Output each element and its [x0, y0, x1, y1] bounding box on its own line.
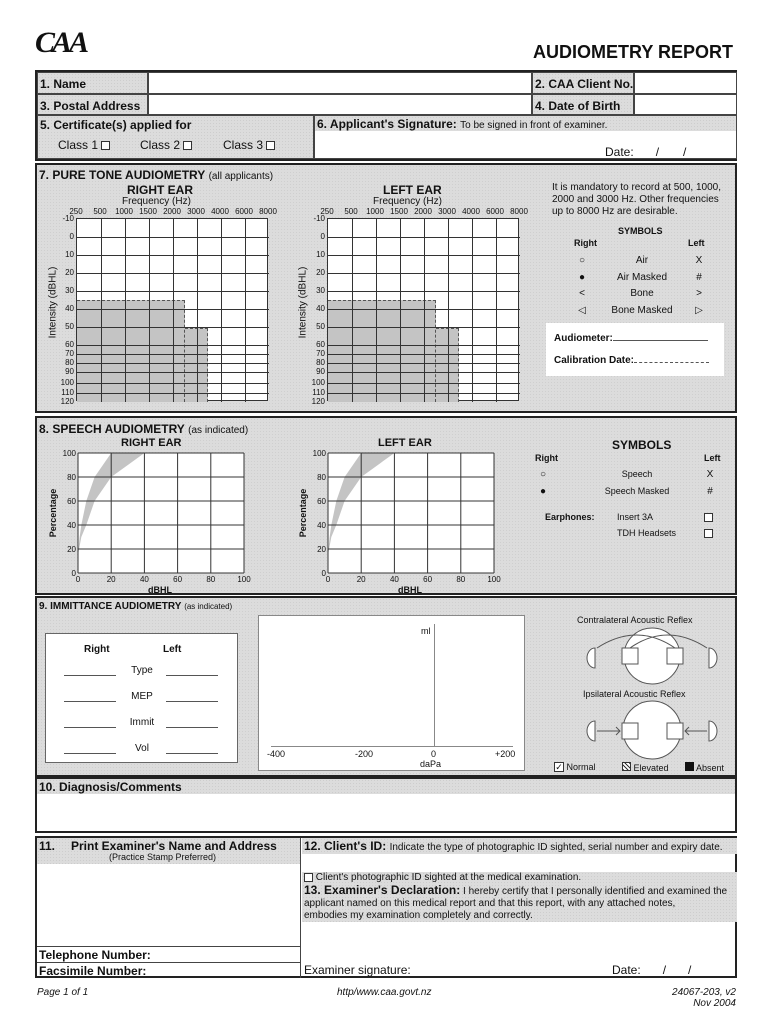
symbol-right-1: ● [578, 271, 586, 283]
grid-hline [328, 345, 520, 346]
percentage-label: Percentage [298, 488, 308, 538]
examiner-note: (Practice Stamp Preferred) [109, 852, 217, 862]
percentage-tick: 80 [67, 473, 76, 482]
page-title: AUDIOMETRY REPORT [533, 42, 734, 62]
grid-hline [328, 393, 520, 394]
grid-vline [245, 219, 246, 402]
grid-vline [424, 219, 425, 402]
grid-hline [328, 363, 520, 364]
calibration-field[interactable]: Calibration Date: [554, 355, 709, 366]
frequency-tick: 4000 [211, 207, 229, 216]
speech-symbols-right: Right [535, 453, 558, 463]
grid-hline [77, 393, 269, 394]
grid-vline [352, 219, 353, 402]
speech-left-heading: LEFT EAR [378, 437, 432, 449]
diagnosis-title: 10. Diagnosis/Comments [37, 779, 735, 794]
right-freq-label: Frequency (Hz) [122, 196, 191, 207]
symbol-left-3: ▷ [695, 304, 703, 316]
frequency-tick: 2000 [414, 207, 432, 216]
pure-tone-title: 7. PURE TONE AUDIOMETRY (all applicants) [39, 168, 274, 182]
speech-symbol-right-0: ○ [539, 469, 547, 480]
dob-label: 4. Date of Birth [532, 94, 634, 115]
legend-elevated: Elevated [622, 762, 669, 773]
client-id-header: 12. Client's ID: Indicate the type of photographic ID sighted, serial number and expiry date. [302, 838, 737, 854]
certificates-cell [37, 115, 314, 159]
insert-3a-checkbox[interactable] [704, 513, 713, 522]
intensity-tick: 70 [65, 349, 74, 358]
grid-hline [77, 237, 269, 238]
legend-normal: ✓ Normal [555, 762, 596, 772]
frequency-tick: 3000 [187, 207, 205, 216]
class1-checkbox[interactable] [101, 141, 110, 150]
left-mep-field[interactable] [166, 701, 218, 702]
intensity-tick: 90 [316, 367, 325, 376]
grid-hline [328, 237, 520, 238]
row-label-type: Type [131, 665, 153, 676]
speech-grid[interactable] [328, 453, 494, 573]
right-mep-field[interactable] [64, 701, 116, 702]
speech-symbol-left-0: X [706, 469, 714, 480]
signature-date[interactable]: Date: / / [605, 145, 687, 159]
intensity-tick: 40 [65, 304, 74, 313]
left-ear-heading: LEFT EAR [383, 183, 442, 197]
frequency-tick: 1500 [390, 207, 408, 216]
declaration: 13. Examiner's Declaration: I hereby certify that I personally identified and examined the applicant named on this medical report and that this report, with any attached notes, embodies my examination completely and correctly. [302, 884, 737, 922]
contralateral-label: Contralateral Acoustic Reflex [577, 615, 693, 625]
id-sighted-option[interactable]: Client's photographic ID sighted at the medical examination. [302, 872, 737, 884]
ipsilateral-label: Ipsilateral Acoustic Reflex [583, 689, 686, 699]
speech-symbols-title: SYMBOLS [612, 438, 672, 452]
class2-label: Class 2 [140, 138, 181, 152]
pt-symbols-left: Left [688, 238, 705, 248]
client-id-field[interactable] [302, 854, 737, 872]
tymp-x-axis [271, 746, 513, 747]
symbol-left-1: # [696, 271, 702, 283]
percentage-tick: 80 [317, 473, 326, 482]
percentage-tick: 60 [317, 497, 326, 506]
client-no-field[interactable] [634, 72, 737, 94]
frequency-tick: 500 [93, 207, 107, 216]
left-freq-label: Frequency (Hz) [373, 196, 442, 207]
intensity-tick: 120 [311, 397, 325, 406]
certificates-label: 5. Certificate(s) applied for [40, 118, 192, 132]
intensity-tick: 30 [65, 286, 74, 295]
grid-hline [328, 273, 520, 274]
tympanogram[interactable] [258, 615, 525, 771]
symbol-label-3: Bone Masked [611, 304, 673, 316]
examiner-date-field[interactable]: Date: / / [612, 963, 692, 977]
row-label-mep: MEP [131, 691, 153, 702]
grid-hline [77, 255, 269, 256]
percentage-tick: 20 [67, 545, 76, 554]
dbhl-tick: 20 [106, 575, 116, 584]
tympanometry-table [45, 633, 238, 763]
filled-square-icon [685, 762, 694, 771]
percentage-tick: 20 [317, 545, 326, 554]
examiner-title: Print Examiner's Name and Address [71, 839, 277, 853]
applicant-box [35, 70, 737, 161]
right-intensity-label: Intensity (dBHL) [47, 266, 59, 339]
class2-option[interactable] [140, 138, 192, 152]
tymp-tick: 0 [431, 749, 437, 759]
audiogram-grid[interactable] [76, 218, 268, 401]
symbol-label-0: Air [635, 255, 649, 266]
name-label: 1. Name [37, 72, 148, 94]
intensity-tick: 100 [311, 378, 325, 387]
dbhl-tick: 80 [206, 575, 216, 584]
row-label-vol: Vol [135, 743, 149, 754]
intensity-tick: 10 [65, 250, 74, 259]
pt-symbols-title: SYMBOLS [618, 226, 663, 236]
masking-shade [77, 300, 185, 402]
grid-hline [77, 383, 269, 384]
footer-url[interactable]: http/www.caa.govt.nz [337, 987, 432, 998]
frequency-tick: 250 [320, 207, 334, 216]
audiometer-box [546, 323, 724, 376]
intensity-tick: 60 [65, 340, 74, 349]
frequency-tick: 3000 [438, 207, 456, 216]
grid-hline [328, 327, 520, 328]
recording-note: It is mandatory to record at 500, 1000, 2000 and 3000 Hz. Other frequencies up to 8000 Hz are desirable. [552, 182, 721, 217]
immittance-title: 9. IMMITTANCE AUDIOMETRY (as indicated) [39, 601, 233, 612]
right-immit-field[interactable] [64, 727, 116, 728]
grid-hline [328, 354, 520, 355]
caa-logo: CAA [35, 26, 87, 59]
intensity-tick: 70 [316, 349, 325, 358]
grid-vline [125, 219, 126, 402]
class3-option[interactable] [223, 138, 275, 152]
grid-hline [328, 383, 520, 384]
speech-symbol-label-1: Speech Masked [604, 485, 670, 496]
speech-symbols-left: Left [704, 453, 721, 463]
tdh-checkbox[interactable] [704, 529, 713, 538]
imm-left-header: Left [163, 644, 182, 655]
audiometer-field[interactable]: Audiometer: [554, 333, 708, 344]
dbhl-tick: 60 [173, 575, 183, 584]
row-label-immit: Immit [129, 717, 155, 728]
grid-hline [77, 354, 269, 355]
grid-vline [197, 219, 198, 402]
intensity-tick: 90 [65, 367, 74, 376]
immittance-section [35, 596, 737, 777]
symbol-right-3: ◁ [578, 304, 586, 316]
pt-symbols-right: Right [574, 238, 597, 248]
intensity-tick: 120 [60, 397, 74, 406]
speech-title: 8. SPEECH AUDIOMETRY (as indicated) [39, 422, 249, 436]
left-intensity-label: Intensity (dBHL) [297, 266, 309, 339]
grid-hline [328, 372, 520, 373]
intensity-tick: 0 [69, 232, 74, 241]
dbhl-tick: 0 [325, 575, 331, 584]
percentage-tick: 100 [62, 449, 76, 458]
symbol-right-2: < [579, 288, 585, 299]
grid-vline [472, 219, 473, 402]
name-field[interactable] [148, 72, 532, 94]
frequency-tick: 8000 [259, 207, 277, 216]
symbol-label-1: Air Masked [616, 271, 667, 283]
legend-absent: Absent [685, 762, 724, 773]
intensity-tick: 60 [316, 340, 325, 349]
dbhl-tick: 80 [456, 575, 466, 584]
postal-label: 3. Postal Address [37, 94, 148, 115]
intensity-tick: 50 [65, 322, 74, 331]
hatched-square-icon [622, 762, 631, 771]
dob-field[interactable] [634, 94, 737, 115]
frequency-tick: 1500 [139, 207, 157, 216]
dbhl-tick: 100 [237, 575, 251, 584]
fax-field[interactable]: Facsimile Number: [37, 962, 301, 978]
left-vol-field[interactable] [166, 753, 218, 754]
dbhl-tick: 20 [356, 575, 366, 584]
tdh-label: TDH Headsets [617, 528, 677, 538]
grid-hline [77, 327, 269, 328]
speech-grid[interactable] [78, 453, 244, 573]
grid-vline [101, 219, 102, 402]
class3-label: Class 3 [223, 138, 264, 152]
frequency-tick: 2000 [163, 207, 181, 216]
class2-checkbox[interactable] [183, 141, 192, 150]
intensity-tick: -10 [62, 214, 74, 223]
percentage-tick: 40 [67, 521, 76, 530]
masking-shade [328, 300, 436, 402]
grid-hline [328, 255, 520, 256]
frequency-tick: 1000 [366, 207, 384, 216]
dbhl-tick: 60 [423, 575, 433, 584]
percentage-tick: 0 [71, 569, 76, 578]
intensity-tick: 40 [316, 304, 325, 313]
diagnosis-section[interactable] [35, 777, 737, 833]
examiner-address-field[interactable] [37, 864, 301, 946]
intensity-tick: 110 [312, 388, 325, 397]
dbhl-label: dBHL [398, 585, 422, 595]
intensity-tick: 20 [65, 268, 74, 277]
speech-symbol-label-0: Speech [621, 469, 653, 479]
intensity-tick: 10 [316, 250, 325, 259]
pure-tone-section [35, 163, 737, 413]
telephone-field[interactable]: Telephone Number: [37, 946, 301, 962]
grid-hline [77, 345, 269, 346]
class1-label: Class 1 [58, 138, 99, 152]
dbhl-tick: 40 [139, 575, 149, 584]
insert-3a-label: Insert 3A [617, 512, 654, 522]
earphones-label: Earphones: [545, 512, 595, 522]
ipsilateral-reflex-diagram [587, 699, 717, 761]
examiner-section [35, 836, 737, 978]
grid-hline [77, 291, 269, 292]
intensity-tick: 0 [320, 232, 325, 241]
tymp-tick: -400 [267, 749, 286, 759]
grid-vline [149, 219, 150, 402]
tymp-xlabel: daPa [420, 759, 442, 769]
intensity-tick: 30 [316, 286, 325, 295]
client-no-label: 2. CAA Client No. [532, 72, 634, 94]
grid-hline [77, 273, 269, 274]
intensity-tick: 20 [316, 268, 325, 277]
grid-vline [448, 219, 449, 402]
tymp-ylabel: ml [421, 626, 431, 636]
right-type-field[interactable] [64, 675, 116, 676]
frequency-tick: 6000 [486, 207, 504, 216]
symbol-left-0: X [695, 255, 703, 266]
percentage-tick: 0 [321, 569, 326, 578]
frequency-tick: 4000 [462, 207, 480, 216]
grid-vline [376, 219, 377, 402]
grid-hline [328, 309, 520, 310]
examiner-header [37, 838, 301, 864]
signature-header: 6. Applicant's Signature: To be signed in front of examiner. [315, 116, 736, 131]
right-ear-heading: RIGHT EAR [127, 183, 193, 197]
imm-right-header: Right [84, 644, 110, 655]
contralateral-reflex-diagram [587, 626, 717, 686]
class3-checkbox[interactable] [266, 141, 275, 150]
dbhl-tick: 100 [487, 575, 501, 584]
frequency-tick: 1000 [115, 207, 133, 216]
speech-section [35, 416, 737, 595]
checkmark-icon: ✓ [555, 762, 563, 772]
grid-hline [328, 291, 520, 292]
frequency-tick: 6000 [235, 207, 253, 216]
grid-hline [77, 363, 269, 364]
dbhl-tick: 40 [389, 575, 399, 584]
examiner-num: 11. [39, 839, 56, 853]
id-sighted-checkbox[interactable] [304, 873, 313, 882]
examiner-signature-field[interactable]: Examiner signature: [304, 963, 411, 977]
tymp-tick: +200 [495, 749, 516, 759]
frequency-tick: 250 [69, 207, 83, 216]
symbol-left-2: > [696, 288, 702, 299]
tymp-y-axis [434, 624, 435, 746]
intensity-tick: 110 [61, 388, 74, 397]
speech-symbol-left-1: # [707, 485, 713, 497]
speech-right-heading: RIGHT EAR [121, 437, 182, 449]
intensity-tick: 80 [65, 358, 74, 367]
grid-vline [221, 219, 222, 402]
percentage-tick: 60 [67, 497, 76, 506]
intensity-tick: 80 [316, 358, 325, 367]
right-vol-field[interactable] [64, 753, 116, 754]
audiogram-grid[interactable] [327, 218, 519, 401]
dbhl-label: dBHL [148, 585, 172, 595]
grid-vline [173, 219, 174, 402]
frequency-tick: 8000 [510, 207, 528, 216]
form-code: 24067-203, v2 Nov 2004 [672, 987, 736, 1009]
grid-vline [496, 219, 497, 402]
percentage-tick: 40 [317, 521, 326, 530]
symbol-right-0: ○ [578, 255, 586, 266]
speech-symbol-right-1: ● [539, 485, 547, 497]
frequency-tick: 500 [344, 207, 358, 216]
class1-option[interactable] [58, 138, 110, 152]
percentage-label: Percentage [48, 488, 58, 538]
intensity-tick: 100 [60, 378, 74, 387]
grid-vline [400, 219, 401, 402]
tymp-tick: -200 [355, 749, 374, 759]
percentage-tick: 100 [312, 449, 326, 458]
postal-field[interactable] [148, 94, 532, 115]
left-type-field[interactable] [166, 675, 218, 676]
intensity-tick: 50 [316, 322, 325, 331]
dbhl-tick: 0 [75, 575, 81, 584]
signature-cell[interactable] [314, 115, 737, 159]
intensity-tick: -10 [313, 214, 325, 223]
left-immit-field[interactable] [166, 727, 218, 728]
symbol-label-2: Bone [630, 288, 654, 299]
page-number: Page 1 of 1 [37, 987, 89, 998]
grid-hline [77, 309, 269, 310]
grid-hline [77, 372, 269, 373]
